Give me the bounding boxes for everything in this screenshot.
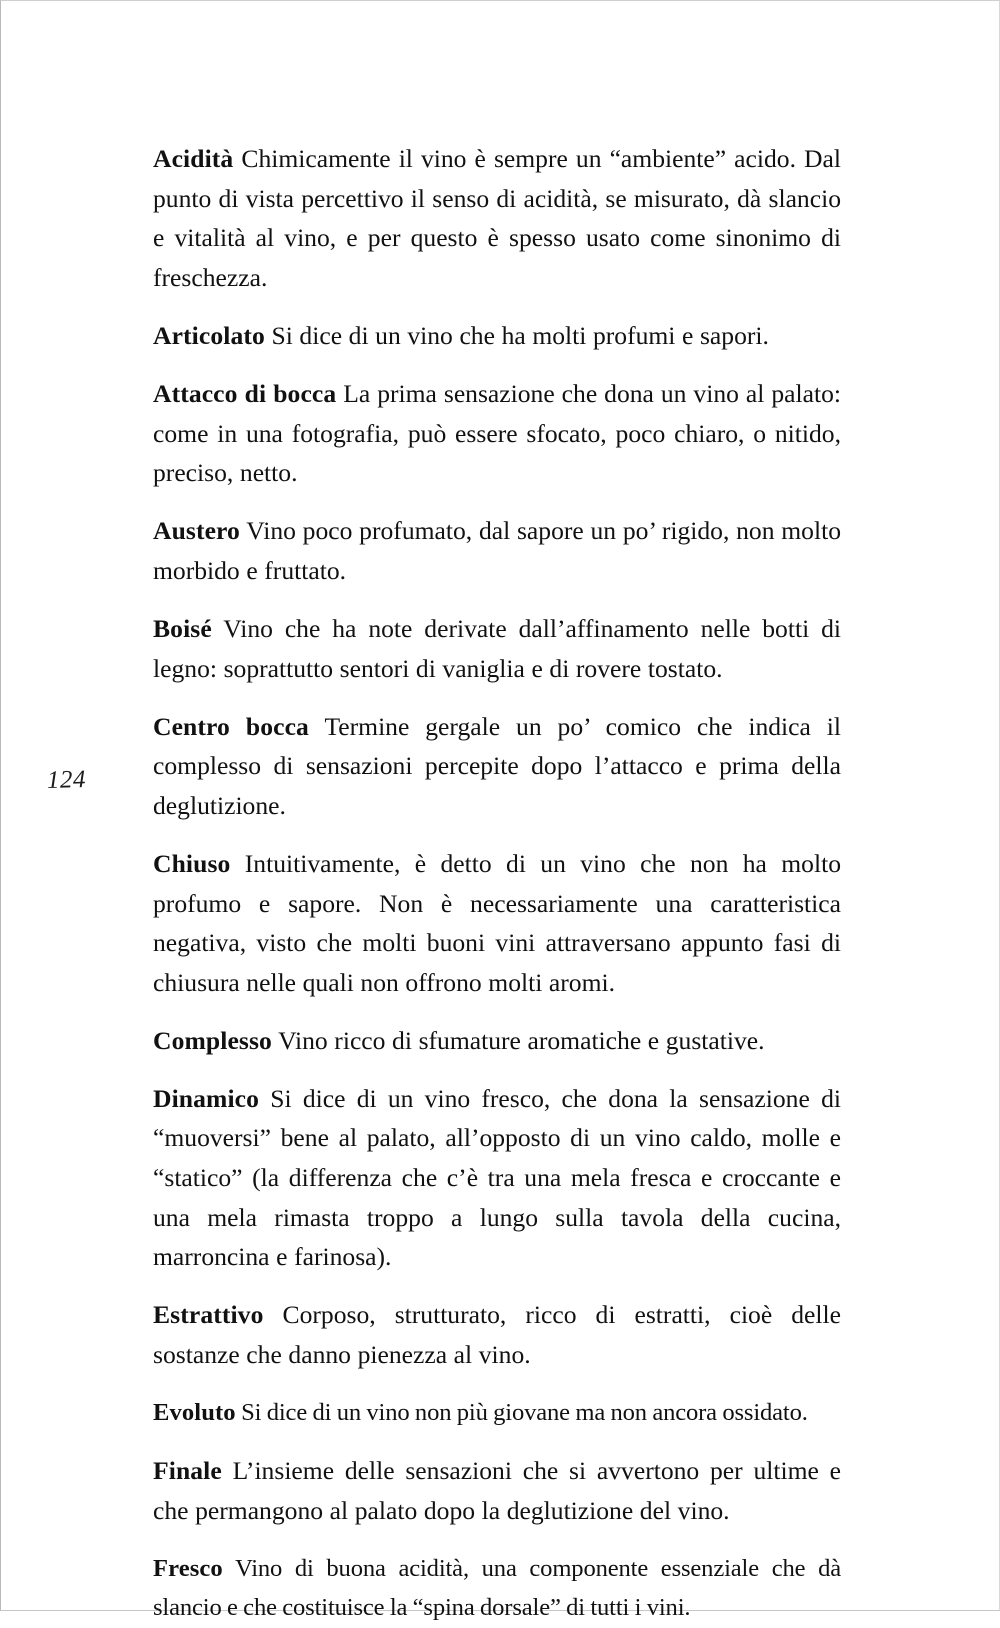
glossary-term: Dinamico (153, 1083, 260, 1113)
glossary-entry (153, 139, 841, 297)
glossary-definition: Vino che ha note derivate dall’affinamento nelle botti di legno: soprattutto sentori di vaniglia e di rovere tostato. (153, 613, 841, 683)
glossary-definition: Termine gergale un po’ comico che indica il complesso di sensazioni percepite dopo l’attacco e prima della deglutizione. (153, 711, 842, 820)
glossary-definition: Si dice di un vino fresco, che dona la sensazione di “muoversi” bene al palato, all’opposto di un vino caldo, molle e “statico” (la differenza che c’è tra una mela fresca e croccante e una mela rimasta troppo a lungo sulla tavola della cucina, marroncina e farinosa). (153, 1083, 841, 1272)
glossary-term: Chiuso (153, 848, 231, 878)
glossary-term: Evoluto (153, 1399, 236, 1427)
glossary-term: Finale (153, 1456, 222, 1486)
glossary-definition: Corposo, strutturato, ricco di estratti, cioè delle sostanze che danno pienezza al vino. (153, 1300, 841, 1369)
glossary-term: Acidità (153, 144, 234, 173)
glossary-term: Fresco (153, 1554, 223, 1582)
glossary-entry (153, 1295, 841, 1374)
glossary-entry (153, 1079, 841, 1277)
glossary-entry (153, 374, 841, 493)
glossary-definition: Si dice di un vino che ha molti profumi e sapori. (271, 320, 769, 350)
glossary-entry (153, 1549, 841, 1628)
page-number: 124 (46, 765, 87, 794)
glossary-term: Austero (153, 516, 240, 546)
glossary-entry (153, 1021, 841, 1061)
glossary-text-column (153, 139, 841, 1628)
glossary-entry (153, 511, 841, 590)
glossary-definition: Chimicamente il vino è sempre un “ambiente” acido. Dal punto di vista percettivo il senso di acidità, se misurato, dà slancio e vitalità al vino, e per questo è spesso usato come sinonimo di freschezza. (153, 144, 841, 292)
glossary-entry (153, 707, 841, 826)
glossary-entry (153, 844, 841, 1002)
glossary-entry (153, 1393, 841, 1433)
glossary-definition: Vino poco profumato, dal sapore un po’ rigido, non molto morbido e fruttato. (153, 516, 841, 585)
glossary-term: Centro bocca (153, 711, 309, 741)
glossary-entry (153, 609, 841, 688)
glossary-term: Articolato (153, 320, 265, 350)
glossary-entry (153, 316, 841, 356)
glossary-term: Boisé (153, 613, 212, 643)
glossary-entry (153, 1451, 841, 1530)
glossary-term: Estrattivo (153, 1300, 264, 1330)
glossary-term: Attacco di bocca (153, 378, 337, 408)
glossary-definition: La prima sensazione che dona un vino al palato: come in una fotografia, può essere sfocato, poco chiaro, o nitido, preciso, netto. (153, 378, 841, 488)
glossary-term: Complesso (153, 1025, 272, 1055)
glossary-definition: Si dice di un vino non più giovane ma non ancora ossidato. (241, 1399, 808, 1427)
glossary-definition: Vino ricco di sfumature aromatiche e gustative. (278, 1025, 765, 1055)
glossary-definition: Vino di buona acidità, una componente essenziale che dà slancio e che costituisce la “spina dorsale” di tutti i vini. (153, 1554, 841, 1622)
glossary-definition: L’insieme delle sensazioni che si avvertono per ultime e che permangono al palato dopo la deglutizione del vino. (153, 1456, 841, 1525)
glossary-definition: Intuitivamente, è detto di un vino che non ha molto profumo e sapore. Non è necessariamente una caratteristica negativa, visto che molti buoni vini attraversano appunto fasi di chiusura nelle quali non offrono molti aromi. (153, 848, 841, 997)
